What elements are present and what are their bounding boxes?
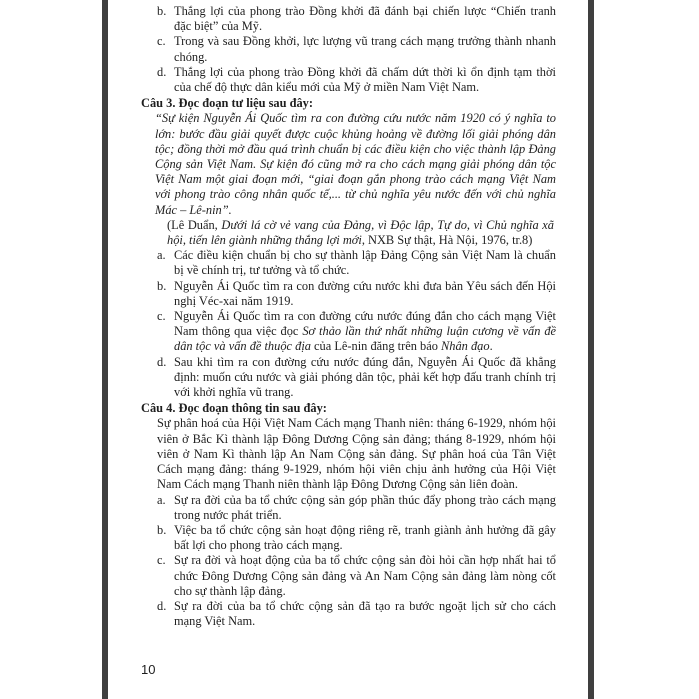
item-marker: d. bbox=[157, 354, 167, 369]
item-text: Việc ba tổ chức cộng sản hoạt động riêng rẽ, tranh giành ảnh hưởng đã gây bất lợi cho phong trào cách mạng. bbox=[174, 522, 556, 553]
question-3-source bbox=[141, 218, 556, 248]
item-text bbox=[174, 309, 556, 355]
list-item bbox=[141, 4, 556, 34]
text-part: Nguyễn Ái Quốc tìm ra con đường cứu nước đúng đắn cho cách mạng Việt Nam thông qua việc đọc bbox=[174, 309, 556, 339]
list-item bbox=[141, 493, 556, 523]
item-text: Sự ra đời của ba tổ chức cộng sản đã tạo ra bước ngoặt lịch sử cho cách mạng Việt Nam. bbox=[174, 598, 556, 629]
list-item bbox=[141, 248, 556, 278]
question-4-paragraph: Sự phân hoá của Hội Việt Nam Cách mạng Thanh niên: tháng 6-1929, nhóm hội viên ở Bắc Kì thành lập Đông Dương Cộng sản đảng; tháng 8-1929, nhóm hội viên ở Nam Kì thành lập An Nam Cộng sản đảng. Sự phân hoá của Tân Việt Cách mạng đảng: tháng 9-1929, nhóm hội viên chịu ảnh hưởng của Hội Việt Nam Cách mạng Thanh niên thành lập Đông Dương Cộng sản liên đoàn. bbox=[157, 416, 556, 492]
list-item bbox=[141, 279, 556, 309]
item-marker: c. bbox=[157, 34, 166, 49]
item-marker: b. bbox=[157, 522, 167, 537]
item-marker: d. bbox=[157, 598, 167, 613]
item-marker: b. bbox=[157, 4, 167, 18]
item-marker: c. bbox=[157, 553, 166, 568]
newspaper-title: Nhân đạo bbox=[441, 339, 490, 354]
item-text: Trong và sau Đồng khởi, lực lượng vũ trang cách mạng trưởng thành nhanh chóng. bbox=[174, 34, 556, 64]
right-background bbox=[588, 0, 699, 699]
item-marker: b. bbox=[157, 278, 167, 293]
question-3-heading: Câu 3. Đọc đoạn tư liệu sau đây: bbox=[141, 96, 313, 111]
list-item bbox=[141, 355, 556, 401]
item-text: Thắng lợi của phong trào Đồng khởi đã chấm dứt thời kì ổn định tạm thời của chế độ thực dân kiểu mới của Mỹ ở miền Nam Việt Nam. bbox=[174, 64, 556, 95]
item-marker: a. bbox=[157, 248, 166, 263]
text-part: . bbox=[489, 339, 493, 354]
document-title: Sơ thảo lần thứ nhất những luận cương về vấn đề dân tộc và vấn đề thuộc địa bbox=[174, 324, 557, 354]
left-background bbox=[0, 0, 108, 699]
list-item bbox=[141, 523, 556, 553]
item-text: Nguyễn Ái Quốc tìm ra con đường cứu nước khi đưa bản Yêu sách đến Hội nghị Véc-xai năm 1919. bbox=[174, 278, 556, 308]
list-item bbox=[141, 34, 556, 64]
source-title: Dưới lá cờ vẻ vang của Đảng, vì Độc lập, Tự do, vì Chủ nghĩa xã hội, tiến lên giành những thắng lợi mới bbox=[167, 217, 554, 248]
question-3-quote: “Sự kiện Nguyễn Ái Quốc tìm ra con đường cứu nước năm 1920 có ý nghĩa to lớn: bước đầu giải quyết được cuộc khủng hoảng về đường lối giải phóng dân tộc; đồng thời mở đầu quá trình chuẩn bị các điều kiện cho việc thành lập Đảng Cộng sản Việt Nam. Sự kiện đó cũng mở ra cho cách mạng giải phóng dân tộc Việt Nam một giai đoạn mới, “giai đoạn gắn phong trào cách mạng Việt Nam với phong trào công nhân quốc tế,... từ chủ nghĩa yêu nước đến với chủ nghĩa Mác – Lê-nin”. bbox=[155, 111, 556, 217]
source-suffix: , NXB Sự thật, Hà Nội, 1976, tr.8) bbox=[361, 233, 533, 248]
list-item bbox=[141, 553, 556, 599]
item-marker: d. bbox=[157, 64, 167, 79]
item-marker: a. bbox=[157, 492, 166, 507]
source-prefix: (Lê Duẩn, bbox=[167, 217, 222, 232]
book-page bbox=[108, 0, 588, 699]
page-number: 10 bbox=[141, 662, 156, 677]
item-text: Sự ra đời của ba tổ chức cộng sản góp phần thúc đẩy phong trào cách mạng trong nước phát triển. bbox=[174, 492, 556, 522]
item-text: Thắng lợi của phong trào Đồng khởi đã đánh bại chiến lược “Chiến tranh đặc biệt” của Mỹ. bbox=[174, 4, 556, 34]
item-text: Sau khi tìm ra con đường cứu nước đúng đắn, Nguyễn Ái Quốc đã khẳng định: muốn cứu nước và giải phóng dân tộc, phải kết hợp đấu tranh chính trị với khởi nghĩa vũ trang. bbox=[174, 354, 556, 400]
question-4-heading: Câu 4. Đọc đoạn thông tin sau đây: bbox=[141, 401, 327, 416]
item-text: Sự ra đời và hoạt động của ba tổ chức cộng sản đòi hỏi cần hợp nhất hai tổ chức Đông Dương Cộng sản đảng và An Nam Cộng sản đảng làm nòng cốt cho sự thành lập đảng. bbox=[174, 553, 556, 598]
list-item bbox=[141, 65, 556, 95]
list-item bbox=[141, 599, 556, 629]
item-text: Các điều kiện chuẩn bị cho sự thành lập Đảng Cộng sản Việt Nam là chuẩn bị về chính trị, tư tưởng và tổ chức. bbox=[174, 248, 556, 278]
page-content bbox=[141, 4, 556, 629]
item-marker: c. bbox=[157, 309, 166, 324]
list-item bbox=[141, 309, 556, 355]
text-part: của Lê-nin đăng trên báo bbox=[310, 339, 442, 354]
